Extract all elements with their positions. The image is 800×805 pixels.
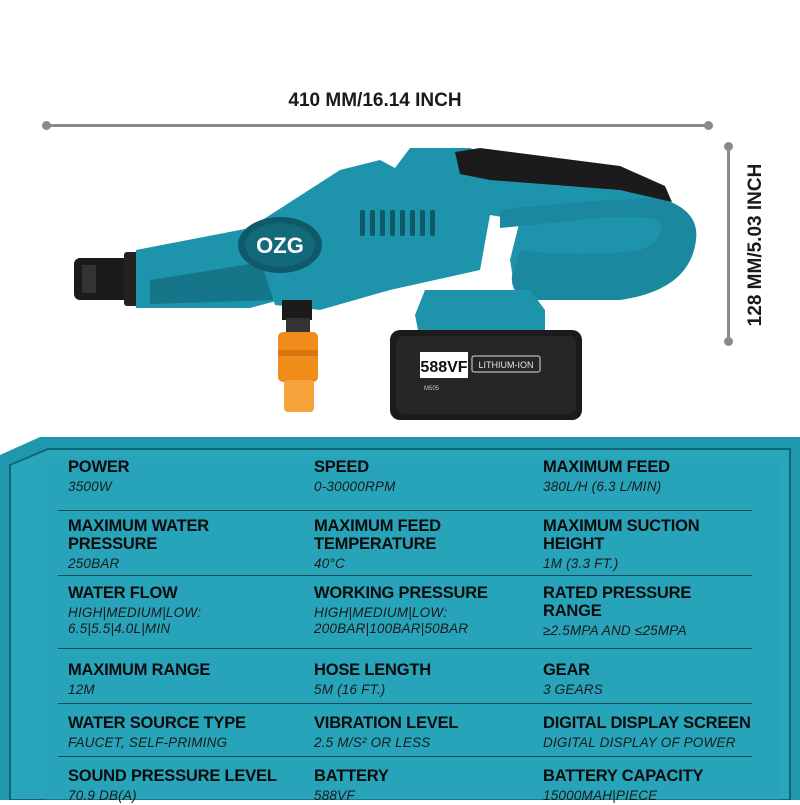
spec-row <box>58 649 752 704</box>
pressure-washer-gun-image <box>60 140 710 440</box>
spec-cell-gear: GEAR 3 GEARS <box>543 661 603 697</box>
spec-cell-working-pressure: WORKING PRESSURE HIGH|MEDIUM|LOW: 200BAR|100BAR|50BAR <box>314 584 488 636</box>
battery-pack <box>390 330 582 420</box>
brand-logo-badge <box>238 217 322 273</box>
spec-cell-rated-pressure-range: RATED PRESSURE RANGE ≥2.5MPA AND ≤25MPA <box>543 584 692 638</box>
spec-row <box>58 704 752 757</box>
battery-small-text: M505 <box>424 386 440 392</box>
spec-cell-max-water-pressure: MAXIMUM WATER PRESSURE 250BAR <box>68 517 209 571</box>
spec-row <box>58 757 752 805</box>
spec-row <box>58 511 752 576</box>
length-dimension-end-dot <box>704 121 713 130</box>
spec-cell-maximum-range: MAXIMUM RANGE 12M <box>68 661 211 697</box>
height-dimension-bottom-dot <box>724 337 733 346</box>
height-dimension-label: 128 MM/5.03 INCH <box>745 163 766 327</box>
spec-cell-water-flow: WATER FLOW HIGH|MEDIUM|LOW: 6.5|5.5|4.0L|MIN <box>68 584 202 636</box>
spec-cell-power: POWER 3500W <box>68 458 130 494</box>
length-dimension-label: 410 MM/16.14 INCH <box>288 90 462 111</box>
spec-cell-battery-capacity: BATTERY CAPACITY 15000MAH|PIECE <box>543 767 704 803</box>
spec-cell-hose-length: HOSE LENGTH 5M (16 FT.) <box>314 661 431 697</box>
spec-cell-speed: SPEED 0-30000RPM <box>314 458 396 494</box>
brand-logo: OZG <box>256 233 304 258</box>
nozzle-tip <box>74 252 138 306</box>
length-dimension <box>0 0 800 140</box>
spec-cell-maximum-feed: MAXIMUM FEED 380L/H (6.3 L/MIN) <box>543 458 670 494</box>
battery-type-label: LITHIUM-ION <box>478 360 534 370</box>
spec-cell-max-feed-temperature: MAXIMUM FEED TEMPERATURE 40°C <box>314 517 441 571</box>
spec-cell-battery: BATTERY 588VF <box>314 767 389 803</box>
hose-connector <box>278 300 318 412</box>
spec-row <box>58 458 752 511</box>
spec-table <box>58 458 752 805</box>
height-dimension-top-dot <box>724 142 733 151</box>
spec-row <box>58 576 752 649</box>
length-dimension-start-dot <box>42 121 51 130</box>
length-dimension-line <box>46 124 708 127</box>
spec-cell-vibration-level: VIBRATION LEVEL 2.5 M/S² OR LESS <box>314 714 459 750</box>
height-dimension-line <box>727 146 730 342</box>
battery-model-label: 588VF <box>420 359 468 376</box>
spec-cell-max-suction-height: MAXIMUM SUCTION HEIGHT 1M (3.3 FT.) <box>543 517 700 571</box>
spec-cell-digital-display-screen: DIGITAL DISPLAY SCREEN DIGITAL DISPLAY OF POWER <box>543 714 751 750</box>
spec-cell-water-source-type: WATER SOURCE TYPE FAUCET, SELF-PRIMING <box>68 714 246 750</box>
spec-cell-sound-pressure-level: SOUND PRESSURE LEVEL 70.9 DB(A) <box>68 767 277 803</box>
